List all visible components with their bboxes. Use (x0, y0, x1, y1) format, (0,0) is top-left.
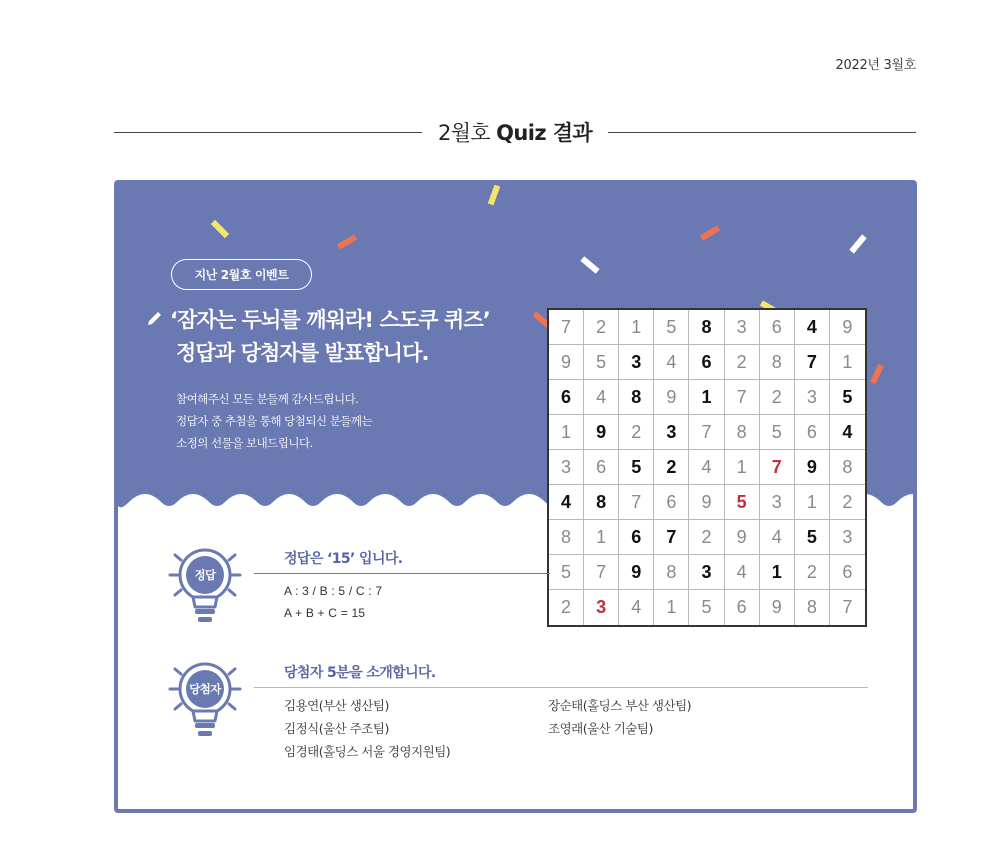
sudoku-cell: 3 (830, 520, 865, 555)
winner-title: 당첨자 5분을 소개합니다. (284, 665, 436, 681)
sudoku-cell: 6 (830, 555, 865, 590)
sudoku-cell: 7 (725, 380, 760, 415)
winner-divider (254, 687, 868, 688)
sudoku-cell: 2 (795, 555, 830, 590)
sudoku-cell: 8 (830, 450, 865, 485)
sudoku-answer-cell: 3 (584, 590, 619, 625)
sudoku-cell: 1 (760, 555, 795, 590)
sudoku-cell: 6 (584, 450, 619, 485)
sudoku-cell: 3 (795, 380, 830, 415)
sudoku-cell: 4 (830, 415, 865, 450)
sudoku-cell: 7 (795, 345, 830, 380)
sudoku-cell: 9 (584, 415, 619, 450)
winner-name: 임경태(홀딩스 서울 경영지원팀) (284, 744, 451, 759)
sudoku-cell: 2 (584, 310, 619, 345)
sudoku-cell: 3 (760, 485, 795, 520)
answer-badge-label: 정답 (194, 568, 216, 582)
sudoku-cell: 8 (689, 310, 724, 345)
sudoku-cell: 7 (689, 415, 724, 450)
sudoku-grid (549, 310, 865, 625)
sudoku-cell: 9 (830, 310, 865, 345)
winner-name: 김정식(울산 주조팀) (284, 721, 389, 736)
description-line: 정답자 중 추첨을 통해 당첨되신 분들께는 (176, 414, 373, 428)
sudoku-cell: 5 (584, 345, 619, 380)
sudoku-cell: 7 (549, 310, 584, 345)
sudoku-cell: 8 (549, 520, 584, 555)
sudoku-cell: 1 (619, 310, 654, 345)
sudoku-cell: 6 (795, 415, 830, 450)
sudoku-cell: 2 (830, 485, 865, 520)
sudoku-cell: 2 (549, 590, 584, 625)
sudoku-cell: 1 (584, 520, 619, 555)
sudoku-cell: 6 (725, 590, 760, 625)
sudoku-cell: 6 (760, 310, 795, 345)
sudoku-cell: 9 (549, 345, 584, 380)
sudoku-cell: 6 (654, 485, 689, 520)
section-header (114, 112, 916, 152)
description-line: 소정의 선물을 보내드립니다. (176, 436, 313, 450)
answer-title: 정답은 ‘15’ 입니다. (284, 551, 403, 567)
answer-divider (254, 573, 550, 574)
sudoku-cell: 5 (760, 415, 795, 450)
winner-name: 김용연(부산 생산팀) (284, 698, 389, 713)
description-line: 참여해주신 모든 분들께 감사드립니다. (176, 392, 359, 406)
sudoku-board (547, 308, 867, 627)
sudoku-cell: 5 (549, 555, 584, 590)
sudoku-cell: 1 (689, 380, 724, 415)
sudoku-cell: 9 (725, 520, 760, 555)
sudoku-cell: 3 (549, 450, 584, 485)
sudoku-cell: 6 (689, 345, 724, 380)
sudoku-cell: 4 (654, 345, 689, 380)
sudoku-cell: 7 (584, 555, 619, 590)
left-divider (114, 132, 422, 133)
headline-line: 정답과 당첨자를 발표합니다. (176, 341, 429, 365)
sudoku-cell: 9 (654, 380, 689, 415)
sudoku-cell: 8 (584, 485, 619, 520)
sudoku-cell: 8 (654, 555, 689, 590)
sudoku-cell: 4 (725, 555, 760, 590)
winner-name: 조영래(울산 기술팀) (548, 721, 653, 736)
sudoku-cell: 6 (619, 520, 654, 555)
sudoku-cell: 1 (654, 590, 689, 625)
sudoku-answer-cell: 7 (760, 450, 795, 485)
lightbulb-icon (167, 537, 243, 629)
issue-date: 2022년 3월호 (835, 58, 916, 73)
sudoku-answer-cell: 5 (725, 485, 760, 520)
sudoku-cell: 3 (654, 415, 689, 450)
sudoku-cell: 1 (725, 450, 760, 485)
sudoku-cell: 2 (619, 415, 654, 450)
pencil-icon (146, 309, 164, 327)
sudoku-cell: 1 (795, 485, 830, 520)
sudoku-cell: 7 (619, 485, 654, 520)
quiz-result-card (114, 180, 917, 813)
sudoku-cell: 9 (619, 555, 654, 590)
sudoku-cell: 3 (725, 310, 760, 345)
winner-badge-label: 당첨자 (189, 682, 221, 696)
lightbulb-icon (167, 651, 243, 743)
sudoku-cell: 4 (549, 485, 584, 520)
sudoku-cell: 5 (830, 380, 865, 415)
sudoku-cell: 9 (689, 485, 724, 520)
answer-sum: A + B + C = 15 (284, 606, 366, 620)
page-title-quiz: Quiz 결과 (496, 121, 593, 145)
answer-values: A : 3 / B : 5 / C : 7 (284, 584, 383, 598)
sudoku-cell: 6 (549, 380, 584, 415)
sudoku-cell: 5 (619, 450, 654, 485)
sudoku-cell: 4 (795, 310, 830, 345)
event-description (176, 388, 372, 454)
sudoku-cell: 8 (760, 345, 795, 380)
sudoku-cell: 1 (830, 345, 865, 380)
sudoku-cell: 7 (654, 520, 689, 555)
sudoku-cell: 5 (654, 310, 689, 345)
right-divider (608, 132, 916, 133)
sudoku-cell: 8 (795, 590, 830, 625)
sudoku-cell: 7 (842, 597, 853, 617)
sudoku-cell: 9 (795, 450, 830, 485)
event-headline (170, 304, 490, 370)
sudoku-cell: 8 (725, 415, 760, 450)
winner-name: 장순태(홀딩스 부산 생산팀) (548, 698, 692, 713)
sudoku-cell: 2 (654, 450, 689, 485)
sudoku-cell: 5 (795, 520, 830, 555)
sudoku-cell: 8 (619, 380, 654, 415)
sudoku-cell: 3 (689, 555, 724, 590)
sudoku-cell: 4 (584, 380, 619, 415)
sudoku-cell: 4 (760, 520, 795, 555)
sudoku-cell: 2 (760, 380, 795, 415)
sudoku-cell: 2 (725, 345, 760, 380)
sudoku-cell: 4 (619, 590, 654, 625)
page-title (422, 117, 608, 147)
headline-line: ‘잠자는 두뇌를 깨워라! 스도쿠 퀴즈’ (170, 308, 490, 332)
page-title-issue: 2월호 (437, 121, 497, 145)
sudoku-cell: 5 (689, 590, 724, 625)
sudoku-cell: 4 (689, 450, 724, 485)
sudoku-cell: 2 (689, 520, 724, 555)
sudoku-cell: 1 (549, 415, 584, 450)
event-badge: 지난 2월호 이벤트 (171, 259, 312, 290)
sudoku-cell: 9 (760, 590, 795, 625)
sudoku-cell: 3 (619, 345, 654, 380)
